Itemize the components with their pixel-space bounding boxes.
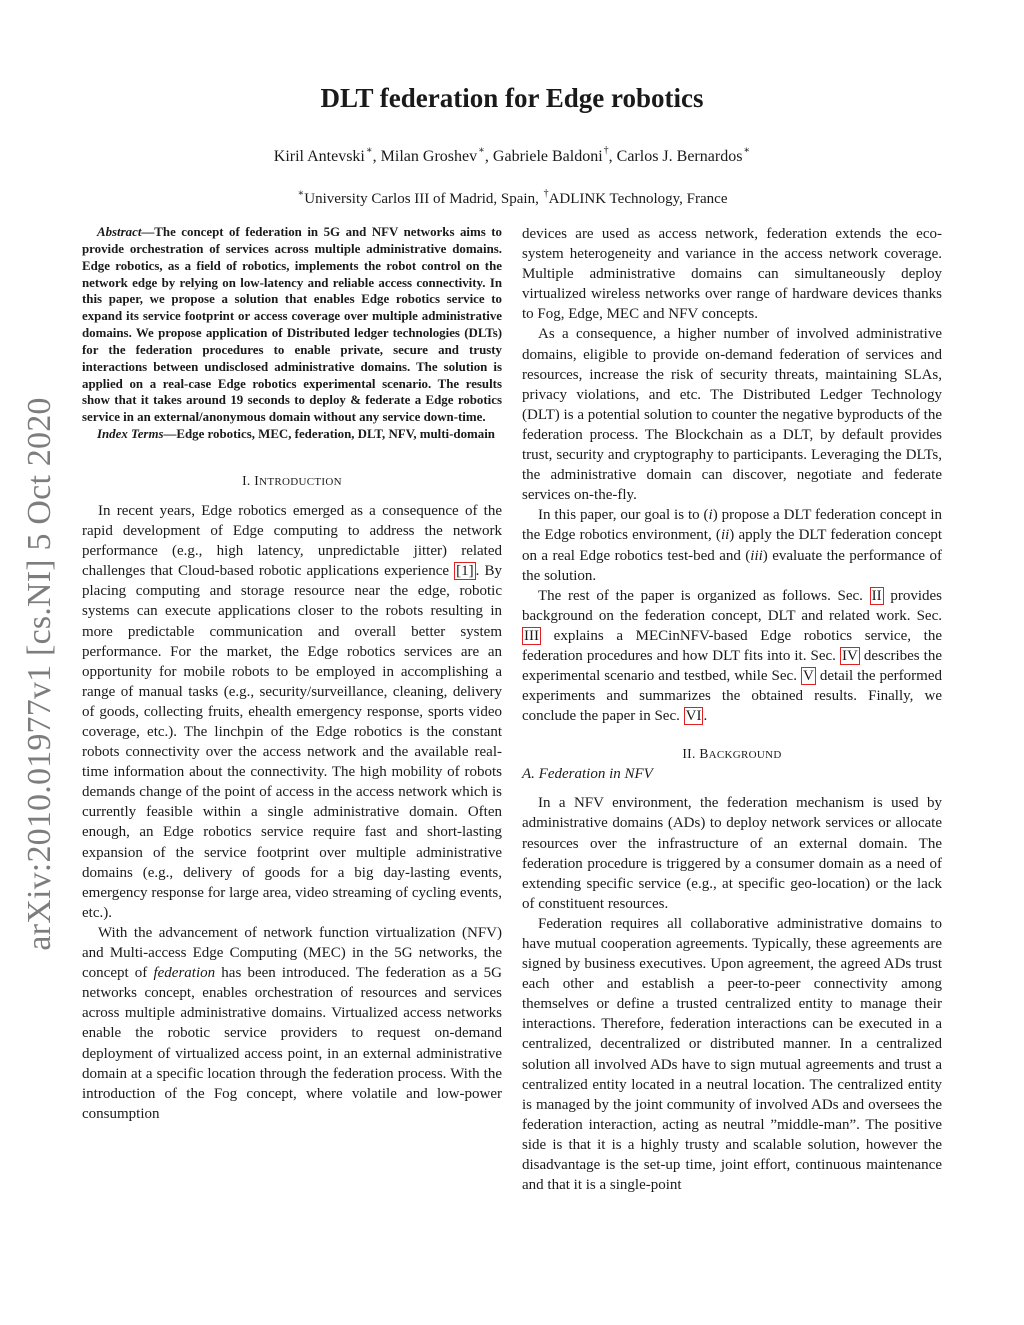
intro-paragraph: As a consequence, a higher number of involved administrative domains, eligible to provide on-demand federation of services and resources, increase the risk of security threats, maintaining SLAs, privacy violations, and etc. The Distributed Ledger Technology (DLT) is a potential solution to counter the negative byproducts of the federation process. The Blockchain as a DLT, by default provides trust, security and cryptography to participants. Leveraging the DLTs, the administrative domain can discover, negotiate and federate services on-the-fly. (522, 326, 942, 504)
paper-title: DLT federation for Edge robotics (320, 83, 704, 113)
text-run: In this paper, our goal is to ( (538, 507, 709, 524)
author-name: Gabriele Baldoni (492, 148, 603, 165)
author-name: Kiril Antevski (273, 148, 365, 165)
intro-paragraph (522, 505, 942, 585)
text-run: describes the experimental scenario and testbed, while Sec. (522, 647, 942, 685)
affiliation-mark: ∗ (478, 145, 485, 156)
index-terms-label: Index Terms (97, 427, 164, 442)
enum-marker: i (708, 507, 713, 524)
section-link[interactable]: II (871, 587, 882, 604)
affiliation-institution: University Carlos III of Madrid, Spain, (304, 191, 543, 207)
separator: , (608, 148, 617, 165)
section-heading-initial: I (254, 472, 260, 488)
separator: , (372, 148, 381, 165)
affiliation-mark: ∗ (365, 145, 373, 156)
text-run: has been introduced. The federation as a 5G networks concept, enables orchestration of resources and services across multiple administrative domains. Virtualized access networks enable the robotic service providers to request on-demand deployment of virtualized access point, in an external administrative domain at a specific location through the federation process. With the introduction of the Fog concept, where volatile and low-power consumption (82, 965, 502, 1122)
separator: , (484, 148, 493, 165)
author-list (0, 145, 1024, 166)
text-run: provides background on the federation concept, DLT and related work. Sec. (522, 587, 942, 624)
abstract-label: Abstract (97, 225, 142, 239)
text-run: . (703, 708, 708, 725)
text-run: detail the performed experiments and summarizes the obtained results. Finally, we conclude the paper in Sec. (522, 668, 942, 725)
text-run: explains a MECinNFV-based Edge robotics service, the federation procedures and how DLT fits into it. Sec. (522, 627, 942, 664)
section-heading-initial: B (699, 746, 709, 762)
intro-paragraph (522, 586, 942, 727)
text-run: ) apply the DLT federation concept on a real Edge robotics test-bed and ( (522, 527, 942, 564)
arxiv-identifier (21, 374, 58, 974)
affiliation-mark: ∗ (297, 188, 305, 199)
intro-paragraph (82, 923, 502, 1124)
abstract-text: —The concept of federation in 5G and NFV networks aims to provide orchestration of services across multiple administrative domains. Edge robotics, as a field of robotics, implements the robot control on the network edge by relying on low-latency and reliable access connectivity. In this paper, we propose a solution that enables Edge robotics service to expand its service footprint or access coverage over multiple administrative domains. We propose application of Distributed ledger technologies (DLTs) for the federation procedures to enable private, secure and trusty interactions between undisclosed administrative domains. The solution is applied on a real-case Edge robotics experimental scenario. The results show that it takes around 19 seconds to deploy & federate a Edge robotics service in an external/anonymous domain without any service down-time. (82, 225, 502, 425)
index-terms (82, 426, 502, 443)
index-terms-text: —Edge robotics, MEC, federation, DLT, NFV, multi-domain (163, 427, 495, 442)
text-run: In recent years, Edge robotics emerged as a consequence of the rapid development of Edge computing to address the network performance (e.g., high latency, unpredictable jitter) related challenges that Cloud-based robotic applications experience (82, 502, 502, 580)
affiliation-mark: ∗ (743, 145, 751, 156)
emphasized-term: federation (153, 965, 216, 982)
section-link[interactable]: V (802, 668, 814, 685)
background-paragraph: In a NFV environment, the federation mechanism is used by administrative domains (ADs) to deploy network services or allocate resources over the infrastructure of an external domain. The federation procedure is triggered by a consumer domain as a need of extending specific service (e.g., at specific geo-location) or the lack of constituent resources. (522, 795, 942, 912)
author-name: Milan Groshev (380, 148, 478, 165)
intro-paragraph (82, 501, 502, 923)
affiliations (0, 188, 1024, 208)
abstract (82, 224, 502, 426)
intro-paragraph-continued: devices are used as access network, federation extends the eco-system heterogeneity and variance in the access network coverage. Multiple administrative domains can simultaneously deploy virtualized wireless networks over range of hardware devices thanks to Fog, Edge, MEC and NFV concepts. (522, 226, 942, 323)
text-run: ) propose a DLT federation concept in the Edge robotics environment, ( (522, 507, 942, 544)
text-run: . By placing computing and storage resource near the edge, robotic systems can execute applications closer to the robots resulting in more predictable communication and overall better system performance. For the market, the Edge robotics services are an opportunity for mobile robots to be employed in accomplishing a range of manual tasks (e.g., security/surveillance, cleaning, delivery of goods, collecting fruits, ehealth emergency response, sports video coverage, etc.). The linchpin of the Edge robotics is the constant robots connectivity over the access network and the available real-time information about the connectivity. The high mobility of robots demands change of the point of access in the access network which is currently feasible within a single administrative domain. Often enough, an Edge robotics service require fast and short-lasting expansion of the service footprint over multiple administrative domains (e.g., delivery of goods for a big day-lasting events, emergency response for large area, video streaming of cycling events, etc.). (82, 563, 502, 921)
left-column (82, 224, 502, 1124)
section-number: II. (682, 746, 700, 762)
section-heading-rest: ACKGROUND (708, 749, 782, 762)
text-run: ) evaluate the performance of the solution. (522, 547, 942, 584)
subsection-heading: A. Federation in NFV (522, 766, 653, 783)
enum-marker: ii (720, 527, 730, 544)
section-link[interactable]: III (524, 627, 539, 644)
section-link[interactable]: IV (841, 647, 858, 664)
section-heading-rest: NTRODUCTION (259, 475, 342, 488)
right-column (522, 224, 942, 1195)
section-heading-introduction (82, 473, 502, 489)
affiliation-institution: ADLINK Technology, France (548, 191, 728, 207)
enum-marker: iii (750, 547, 763, 564)
section-heading-background (522, 746, 942, 762)
author-name: Carlos J. Bernardos (616, 148, 743, 165)
arxiv-identifier-text: arXiv:2010.01977v1 [cs.NI] 5 Oct 2020 (21, 397, 58, 951)
section-number: I. (242, 472, 255, 488)
affiliation-mark: † (543, 188, 549, 199)
text-run: The rest of the paper is organized as follows. Sec. (538, 587, 870, 604)
text-run: With the advancement of network function virtualization (NFV) and Multi-access Edge Computing (MEC) in the 5G networks, the concept of (82, 924, 502, 982)
background-paragraph: Federation requires all collaborative administrative domains to have mutual cooperation agreements. Typically, these agreements are signed by business executives. Upon agreement, the agreed ADs trust each other and establish a peer-to-peer connectivity among themselves or define a trusted centralized entity to manage their interactions. Therefore, federation interactions can be executed in a centralized, decentralized or distributed manner. In a centralized solution all involved ADs have to sign mutual agreements and trust a centralized entity located in a neutral location. The centralized entity is managed by the joint community of involved ADs and oversees the federation interaction, acting as neutral ”middle-man”. The positive side is that it is a highly trusty and scalable solution, however the disadvantage is the set-up time, joint effort, continuous maintenance and that it is a single-point (522, 915, 942, 1194)
section-link[interactable]: VI (685, 708, 702, 725)
affiliation-mark: † (603, 145, 609, 156)
citation-link[interactable]: [1] (456, 563, 474, 580)
